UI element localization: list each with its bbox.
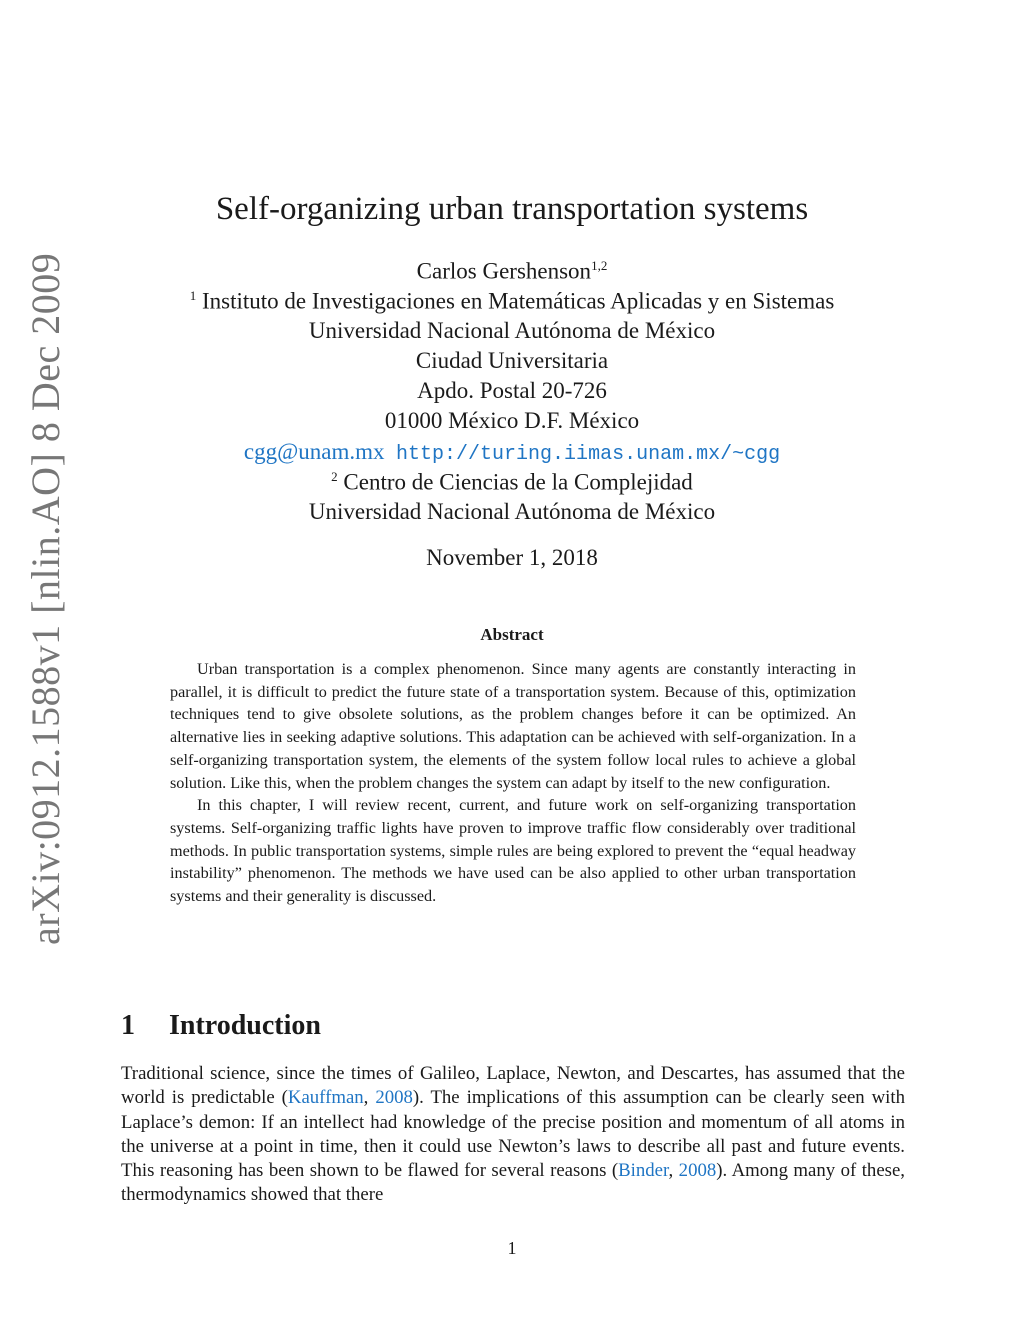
affiliation1-city: 01000 México D.F. México bbox=[384, 408, 640, 433]
email-link[interactable]: cgg@unam.mx bbox=[243, 439, 385, 464]
paper-title: Self-organizing urban transportation systems bbox=[215, 191, 809, 227]
intro-text: Traditional science, since the times of Galileo, Laplace, Newton, and Descartes, has assumed that the world is predictable ( bbox=[121, 1063, 905, 1109]
section-title: Introduction bbox=[169, 1010, 321, 1041]
section-number: 1 bbox=[121, 1010, 135, 1041]
author-name: Carlos Gershenson bbox=[416, 258, 592, 284]
affiliation1-line1 bbox=[0, 288, 1024, 315]
arxiv-side-stamp: arXiv:0912.1588v1 [nlin.AO] 8 Dec 2009 bbox=[23, 252, 68, 945]
affiliation2-university: Universidad Nacional Autónoma de México bbox=[308, 499, 716, 524]
citation-kauffman-year[interactable]: 2008 bbox=[375, 1087, 413, 1109]
citation-kauffman-author[interactable]: Kauffman bbox=[287, 1087, 364, 1109]
intro-text: ). Among many of these, thermodynamics showed that there bbox=[121, 1160, 905, 1206]
homepage-link[interactable]: http://turing.iimas.unam.mx/~cgg bbox=[396, 443, 781, 466]
intro-body bbox=[121, 1062, 905, 1208]
affiliation2-line1 bbox=[0, 469, 1024, 496]
page-number: 1 bbox=[507, 1238, 517, 1258]
citation-separator: , bbox=[668, 1160, 679, 1182]
abstract-paragraph: In this chapter, I will review recent, current, and future work on self-organizing transportation systems. Self-organizing traffic lights have proven to improve traffic flow considerably over traditional methods. In public transportation systems, simple rules are being explored to prevent the “equal headway instability” phenomenon. The methods we have used can be also applied to other urban transportation systems and their generality is discussed. bbox=[170, 796, 856, 906]
abstract-heading: Abstract bbox=[480, 625, 544, 644]
citation-separator: , bbox=[363, 1087, 376, 1109]
affiliation1-institute: Instituto de Investigaciones en Matemáticas Aplicadas y en Sistemas bbox=[201, 288, 835, 314]
intro-text: ). The implications of this assumption can be clearly seen with Laplace’s demon: If an intellect had knowledge of the precise position and momentum of all atoms in the universe at a point in time, then it could use Newton’s laws to describe all past and future events. This reasoning has been shown to be flawed for several reasons ( bbox=[121, 1087, 906, 1182]
citation-binder-author[interactable]: Binder bbox=[618, 1160, 669, 1182]
abstract-body bbox=[170, 658, 856, 908]
affiliation1-university: Universidad Nacional Autónoma de México bbox=[308, 318, 716, 343]
abstract-paragraph: Urban transportation is a complex phenomenon. Since many agents are constantly interacting in parallel, it is difficult to predict the future state of a transportation system. Because of this, optimization techniques tend to give obsolete solutions, as the problem changes before it can be optimized. An alternative lies in seeking adaptive solutions. This adaptation can be achieved with self-organization. In a self-organizing transportation system, the elements of the system follow local rules to achieve a global solution. Like this, when the problem changes the system can adapt by itself to the new configuration. bbox=[170, 660, 856, 792]
affiliation2-center: Centro de Ciencias de la Complejidad bbox=[343, 469, 693, 495]
paper-date: November 1, 2018 bbox=[426, 545, 598, 570]
affiliation1-postal: Apdo. Postal 20-726 bbox=[417, 378, 607, 403]
author-affil-marks: 1,2 bbox=[591, 258, 608, 273]
affiliation1-campus: Ciudad Universitaria bbox=[415, 348, 609, 373]
author-line bbox=[0, 258, 1024, 285]
affiliation1-mark: 1 bbox=[189, 288, 197, 303]
section-heading bbox=[121, 1010, 321, 1042]
intro-paragraph bbox=[121, 1062, 905, 1208]
contact-line bbox=[0, 439, 1024, 466]
citation-binder-year[interactable]: 2008 bbox=[678, 1160, 717, 1182]
affiliation2-mark: 2 bbox=[331, 469, 338, 484]
